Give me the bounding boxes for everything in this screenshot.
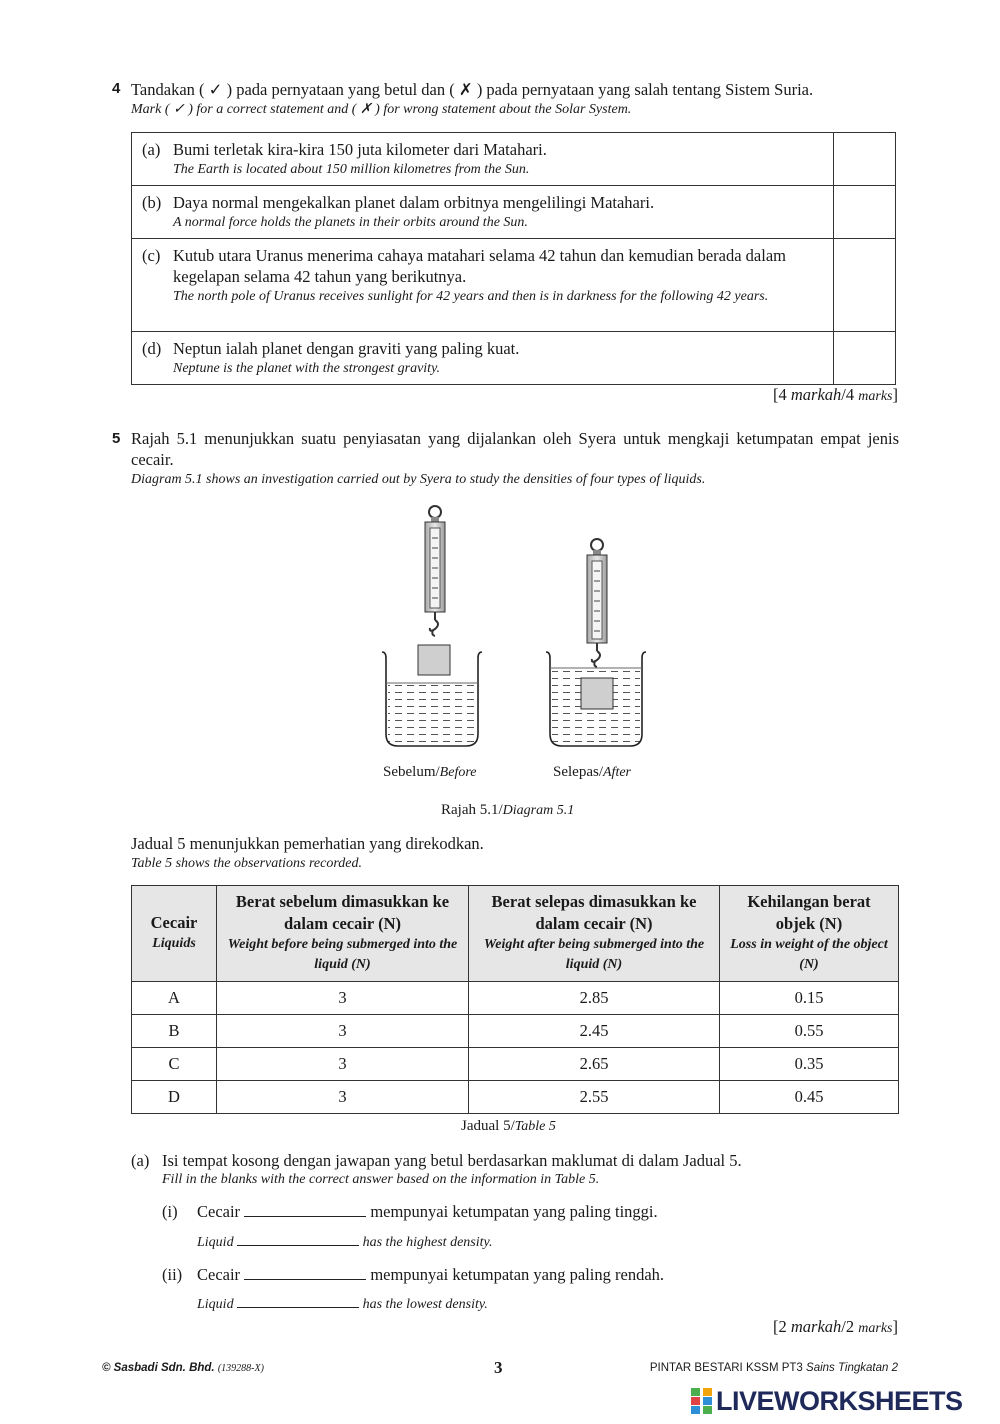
table-row bbox=[132, 1015, 899, 1048]
spring-balance-icon bbox=[425, 506, 445, 636]
density-diagram bbox=[370, 500, 670, 762]
before-setup bbox=[382, 506, 482, 746]
table-row bbox=[132, 1081, 899, 1114]
question-5-marks: [2 markah/2 marks] bbox=[773, 1317, 898, 1336]
marks-en-word: marks bbox=[858, 389, 893, 404]
table-cell: D bbox=[132, 1081, 217, 1114]
item-i-en: Liquid has the highest density. bbox=[197, 1235, 493, 1250]
part-a-instruction-en: Fill in the blanks with the correct answer based on the information in Table 5. bbox=[162, 1172, 600, 1187]
table-cell: C bbox=[132, 1048, 217, 1081]
table-cell: 2.55 bbox=[469, 1081, 720, 1114]
statement-text-ms: Kutub utara Uranus menerima cahaya matahari selama 42 tahun dan kemudian berada dalam kegelapan selama 42 tahun yang berikutnya. bbox=[173, 246, 786, 286]
table-cell: B bbox=[132, 1015, 217, 1048]
answer-box-b[interactable] bbox=[834, 186, 896, 239]
answer-blank-highest-en[interactable] bbox=[237, 1244, 359, 1246]
liveworksheets-icon bbox=[690, 1387, 714, 1415]
column-header: Berat sebelum dimasukkan ke dalam cecair (N) Weight before being submerged into the liquid (N) bbox=[217, 886, 469, 982]
answer-box-d[interactable] bbox=[834, 332, 896, 385]
table-cell: 0.35 bbox=[720, 1048, 899, 1081]
brand-name: LIVEWORKSHEETS bbox=[716, 1385, 963, 1416]
footer-copyright: © Sasbadi Sdn. Bhd. (139288-X) bbox=[102, 1362, 264, 1374]
answer-blank-lowest-en[interactable] bbox=[237, 1306, 359, 1308]
statement-text-en: Neptune is the planet with the strongest gravity. bbox=[173, 361, 441, 376]
table-header-row bbox=[132, 886, 899, 982]
marks-ms-word: markah bbox=[790, 385, 842, 404]
statement-label: (a) bbox=[142, 140, 161, 159]
observation-table bbox=[131, 885, 899, 1114]
statement-text-en: The Earth is located about 150 million kilometres from the Sun. bbox=[173, 162, 530, 177]
question-4-instruction-ms: Tandakan ( ✓ ) pada pernyataan yang betul dan ( ✗ ) pada pernyataan yang salah tentang Sistem Suria. bbox=[131, 80, 814, 99]
table-cell: 3 bbox=[217, 982, 469, 1015]
table-cell: 3 bbox=[217, 1081, 469, 1114]
statement-text-en: The north pole of Uranus receives sunlight for 42 years and then is in darkness for the following 42 years. bbox=[173, 289, 769, 304]
page-number: 3 bbox=[494, 1358, 503, 1377]
statement-text-en: A normal force holds the planets in their orbits around the Sun. bbox=[173, 215, 528, 230]
part-a-label: (a) bbox=[131, 1151, 150, 1170]
part-a-instruction-ms: Isi tempat kosong dengan jawapan yang betul berdasarkan maklumat di dalam Jadual 5. bbox=[162, 1151, 742, 1170]
metal-block bbox=[418, 645, 450, 675]
statement-label: (d) bbox=[142, 339, 162, 358]
question-4-instruction-en: Mark ( ✓ ) for a correct statement and ( ✗ ) for wrong statement about the Solar System. bbox=[131, 102, 632, 117]
statement-text-ms: Daya normal mengekalkan planet dalam orbitnya mengelilingi Matahari. bbox=[173, 193, 655, 212]
table-intro-ms: Jadual 5 menunjukkan pemerhatian yang direkodkan. bbox=[131, 834, 484, 853]
spring-balance-icon bbox=[587, 539, 607, 667]
answer-blank-highest[interactable] bbox=[244, 1215, 366, 1217]
submerged-block bbox=[581, 678, 613, 709]
after-label: Selepas/After bbox=[553, 764, 631, 780]
table-intro-en: Table 5 shows the observations recorded. bbox=[131, 856, 362, 871]
before-label: Sebelum/Before bbox=[383, 764, 477, 780]
answer-box-a[interactable] bbox=[834, 133, 896, 186]
statement-row bbox=[132, 186, 896, 239]
marks-en-number: 4 bbox=[845, 385, 855, 404]
footer-book-title: PINTAR BESTARI KSSM PT3 Sains Tingkatan 2 bbox=[649, 1362, 898, 1374]
item-ii-en: Liquid has the lowest density. bbox=[197, 1297, 488, 1312]
diagram-caption: Rajah 5.1/Diagram 5.1 bbox=[441, 802, 575, 818]
item-i-label: (i) bbox=[162, 1202, 178, 1221]
question-5-intro-ms: Rajah 5.1 menunjukkan suatu penyiasatan yang dijalankan oleh Syera untuk mengkaji ketumpatan empat jenis cecair. bbox=[131, 429, 899, 469]
after-setup bbox=[546, 539, 646, 746]
table-row bbox=[132, 982, 899, 1015]
table-cell: 0.45 bbox=[720, 1081, 899, 1114]
answer-box-c[interactable] bbox=[834, 239, 896, 332]
table-cell: 2.65 bbox=[469, 1048, 720, 1081]
column-header: Kehilangan berat objek (N) Loss in weight of the object (N) bbox=[720, 886, 899, 982]
item-ii-label: (ii) bbox=[162, 1265, 183, 1284]
statement-row bbox=[132, 332, 896, 385]
statement-label: (b) bbox=[142, 193, 162, 212]
statement-text-ms: Bumi terletak kira-kira 150 juta kilometer dari Matahari. bbox=[173, 140, 547, 159]
statement-label: (c) bbox=[142, 246, 161, 265]
question-4-marks: [4 markah/4 marks] bbox=[773, 385, 898, 404]
column-header: Cecair Liquids bbox=[132, 886, 217, 982]
table-cell: 3 bbox=[217, 1048, 469, 1081]
table-cell: 3 bbox=[217, 1015, 469, 1048]
question-4-number: 4 bbox=[112, 80, 121, 97]
table-cell: 0.55 bbox=[720, 1015, 899, 1048]
table-cell: A bbox=[132, 982, 217, 1015]
item-i-ms: Cecair mempunyai ketumpatan yang paling tinggi. bbox=[197, 1202, 658, 1221]
marks-ms-number: 4 bbox=[778, 385, 787, 404]
liveworksheets-logo bbox=[690, 1385, 963, 1417]
answer-blank-lowest[interactable] bbox=[244, 1278, 366, 1280]
column-header: Berat selepas dimasukkan ke dalam cecair (N) Weight after being submerged into the liquid (N) bbox=[469, 886, 720, 982]
table-cell: 2.85 bbox=[469, 982, 720, 1015]
statement-row bbox=[132, 239, 896, 332]
statement-row bbox=[132, 133, 896, 186]
table-caption: Jadual 5/Table 5 bbox=[461, 1118, 556, 1134]
question-5-intro-en: Diagram 5.1 shows an investigation carried out by Syera to study the densities of four types of liquids. bbox=[131, 472, 706, 487]
statement-table bbox=[131, 132, 896, 385]
table-cell: 0.15 bbox=[720, 982, 899, 1015]
table-row bbox=[132, 1048, 899, 1081]
statement-text-ms: Neptun ialah planet dengan graviti yang paling kuat. bbox=[173, 339, 520, 358]
table-cell: 2.45 bbox=[469, 1015, 720, 1048]
question-5-number: 5 bbox=[112, 430, 121, 447]
item-ii-ms: Cecair mempunyai ketumpatan yang paling rendah. bbox=[197, 1265, 665, 1284]
